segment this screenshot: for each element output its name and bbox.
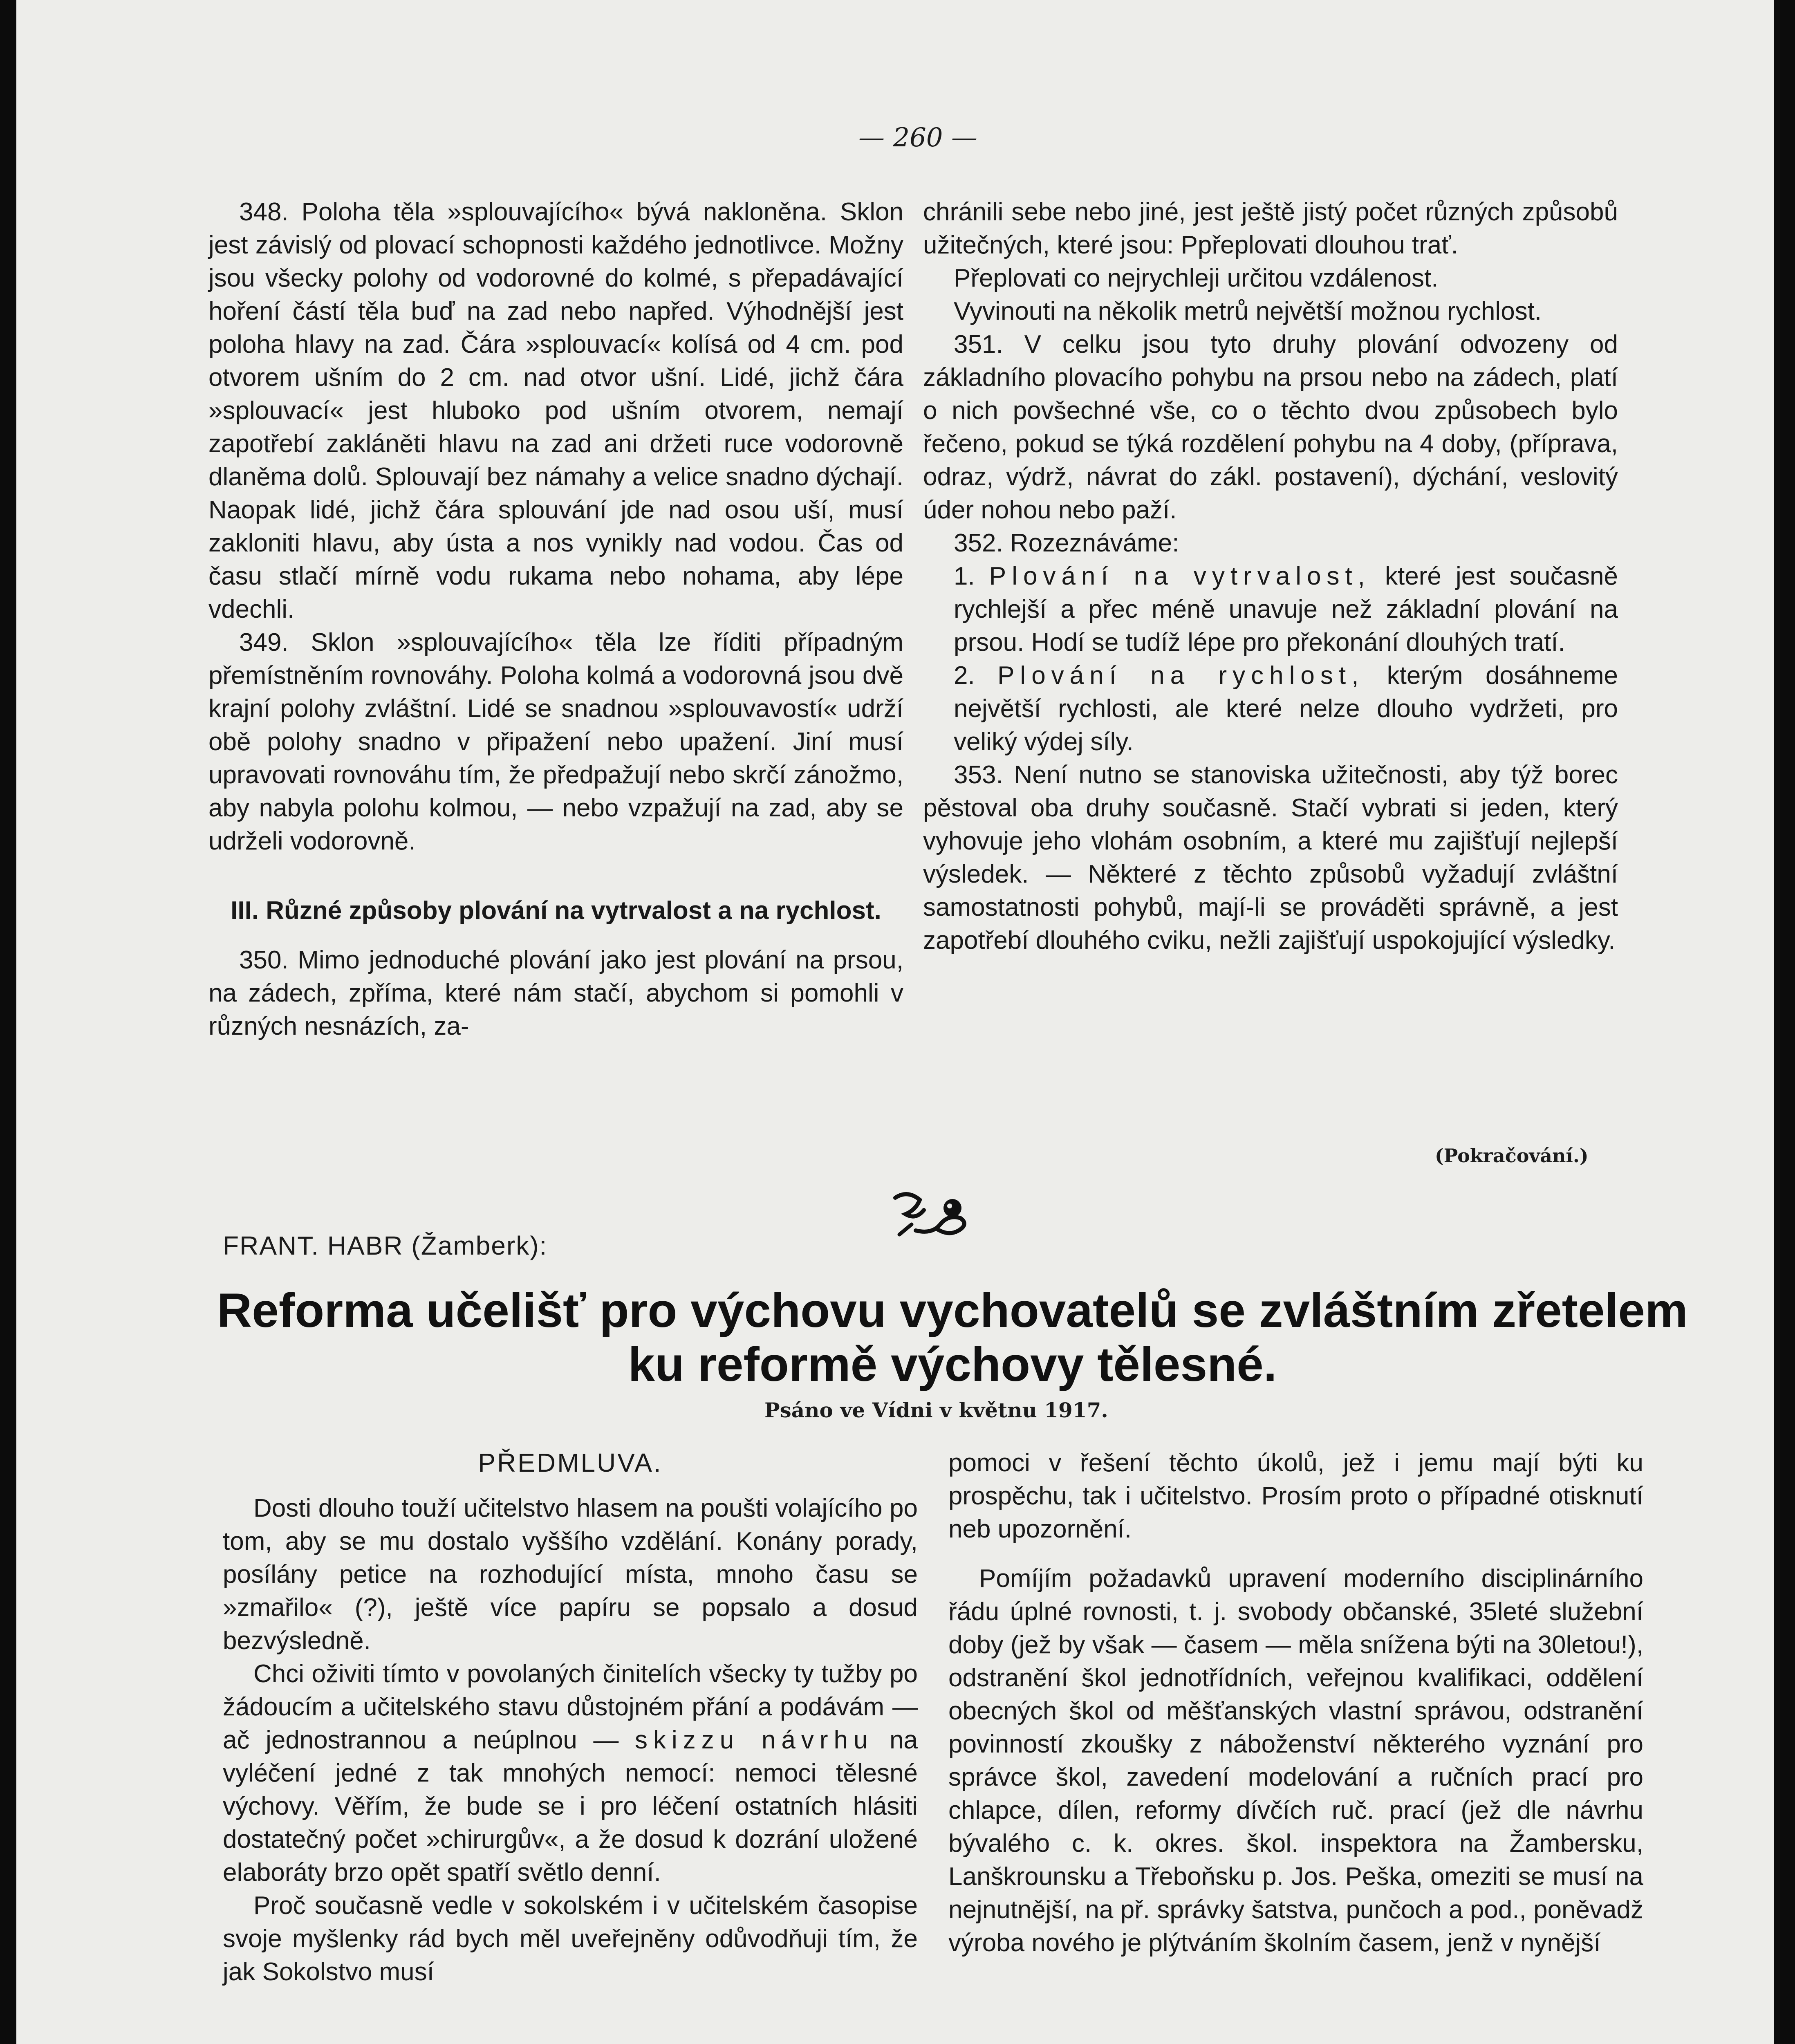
list-item-number: 1.: [954, 562, 975, 590]
paragraph-350-continued: chránili sebe nebo jiné, jest ještě jistý počet různých způsobů užitečných, které jsou: Ppřeplovati dlouhou trať.: [923, 198, 1618, 259]
foreword-paragraph-3: Proč současně vedle v sokolském i v učitelském časopise svoje myšlenky rád bych měl uveřejněny odůvodňuji tím, že jak Sokolstvo musí: [223, 1892, 918, 1986]
bottom-right-column: [948, 1446, 1643, 1959]
list-item-text: které jest současně rychlejší a přec méně unavuje než základní plování na prsou. Hodí se tudíž lépe pro překonání dlouhých tratí.: [954, 562, 1618, 657]
paragraph-text: na vyléčení jedné z tak mnohých nemocí: nemoci tělesné výchovy. Věřím, že bude se i pro léčení ostatních hlásiti dostatečný počet »chirurgův«, a že dosud k dozrání uložené elaboráty brzo opět spatří světlo denní.: [223, 1726, 918, 1887]
written-place-date: Psáno ve Vídni v květnu 1917.: [764, 1398, 1108, 1422]
top-left-column: [208, 195, 903, 1043]
section-heading: III. Různé způsoby plování na vytrvalost a na rychlost.: [231, 896, 881, 925]
flourish-ornament-icon: [891, 1186, 973, 1243]
list-item-2: [923, 659, 1618, 758]
foreword-heading: PŘEDMLUVA.: [478, 1448, 663, 1477]
paragraph-text: Chci oživiti tímto v povolaných činitelích všecky ty tužby po žádoucím a učitelského stavu důstojném přání a podávám — ač jednostrannou a neúplnou —: [223, 1660, 918, 1754]
foreword-paragraph-1: Dosti dlouho touží učitelstvo hlasem na poušti volajícího po tom, aby se mu dostalo vyššího vzdělání. Konány porady, posílány petice na rozhodující místa, mnoho času se »zmařilo« (?), ještě více papíru se popsalo a dosud bezvýsledně.: [223, 1494, 918, 1655]
list-item-number: 2.: [954, 661, 975, 690]
list-item-1: [923, 560, 1618, 659]
continuation-note: (Pokračování.): [1435, 1145, 1589, 1167]
article-author: FRANT. HABR (Žamberk):: [223, 1231, 548, 1260]
foreword-paragraph-2: [223, 1657, 918, 1889]
foreword-paragraph-3-continued: pomoci v řešení těchto úkolů, jež i jemu mají býti ku prospěchu, tak i učitelstvo. Prosím proto o případné otisknutí neb upozornění.: [948, 1449, 1643, 1543]
list-item-text: kterým dosáhneme největší rychlosti, ale které nelze dlouho vydržeti, pro veliký výdej síly.: [954, 661, 1618, 756]
paragraph-348: 348. Poloha těla »splouvajícího« bývá nakloněna. Sklon jest závislý od plovací schopnosti každého jednotlivce. Možny jsou všecky polohy od vodorovné do kolmé, s přepadávající hoření částí těla buď na zad nebo napřed. Výhodnější jest poloha hlavy na zad. Čára »splouvací« kolísá od 4 cm. pod otvorem ušním do 2 cm. nad otvor ušní. Lidé, jichž čára »splouvací« jest hluboko pod ušním otvorem, nemají zapotřebí zakláněti hlavu na zad ani držeti ruce vodorovně dlaněma dolů. Splouvají bez námahy a velice snadno dýchají. Naopak lidé, jichž čára splouvání jde nad osou uší, musí zakloniti hlavu, aby ústa a nos vynikly nad vodou. Čas od času stlačí mírně vodu rukama nebo nohama, aby lépe vdechli.: [208, 198, 903, 623]
scanned-page: [16, 0, 1774, 2044]
paragraph-350: 350. Mimo jednoduché plování jako jest plování na prsou, na zádech, zpříma, které nám stačí, abychom si pomohli v různých nesnázích, za-: [208, 946, 903, 1040]
paragraph-350-b: Přeplovati co nejrychleji určitou vzdálenost.: [954, 264, 1439, 292]
paragraph-353: 353. Není nutno se stanoviska užitečnosti, aby týž borec pěstoval oba druhy současně. Stačí vybrati si jeden, který vyhovuje jeho vlohám osobním, a které mu zajišťují nejlepší výsledek. — Některé z těchto způsobů vyžadují zvláštní samostatnosti pohybů, mají-li se prováděti správně, a jest zapotřebí dlouhého cviku, nežli zajišťují uspokojující výsledky.: [923, 761, 1618, 955]
spaced-term: Plování na rychlost,: [997, 661, 1365, 690]
bottom-left-column: [223, 1446, 918, 1988]
top-right-column: [923, 195, 1618, 957]
article-title: Reforma učelišť pro výchovu vychovatelů se zvláštním zřetelem ku reformě výchovy tělesné.: [217, 1284, 1688, 1392]
spaced-term: skizzu návrhu: [635, 1726, 874, 1754]
paragraph-352: 352. Rozeznáváme:: [954, 529, 1179, 557]
paragraph-349: 349. Sklon »splouvajícího« těla lze říditi případným přemístněním rovnováhy. Poloha kolmá a vodorovná jsou dvě krajní polohy zvláštní. Lidé se snadnou »splouvavostí« udrží obě polohy snadno v připažení nebo upažení. Jiní musí upravovati rovnováhu tím, že předpažují nebo skrčí zánožmo, aby nabyla polohu kolmou, — nebo vzpažují na zad, aby se udrželi vodorovně.: [208, 628, 903, 855]
paragraph-351: 351. V celku jsou tyto druhy plování odvozeny od základního plovacího pohybu na prsou nebo na zádech, platí o nich povšechné vše, co o těchto dvou způsobech bylo řečeno, pokud se týká rozdělení pohybu na 4 doby, (příprava, odraz, výdrž, návrat do zákl. postavení), dýchání, veslovitý úder nohou nebo paží.: [923, 330, 1618, 524]
paragraph-350-c: Vyvinouti na několik metrů největší možnou rychlost.: [954, 297, 1542, 325]
page-number: — 260 —: [858, 123, 977, 153]
foreword-paragraph-4: Pomíjím požadavků upravení moderního disciplinárního řádu úplné rovnosti, t. j. svobody občanské, 35leté služební doby (jež by však — časem — měla snížena býti na 30letou!), odstranění škol jednotřídních, veřejnou kvalifikaci, oddělení obecných škol od měšťanských vlastní správou, odstranění povinností zkoušky z náboženství některého vyznání pro správce škol, zavedení modelování a ručních prací pro chlapce, dílen, reformy dívčích ruč. prací (jež dle návrhu bývalého c. k. okres. škol. inspektora na Žambersku, Lanškrounsku a Třeboňsku p. Jos. Peška, omeziti se musí na nejnutnější, na př. správky šatstva, punčoch a pod., poněvadž výroba nového je plýtváním školním časem, jenž v nynější: [948, 1564, 1643, 1957]
spaced-term: Plování na vytrvalost,: [989, 562, 1371, 590]
